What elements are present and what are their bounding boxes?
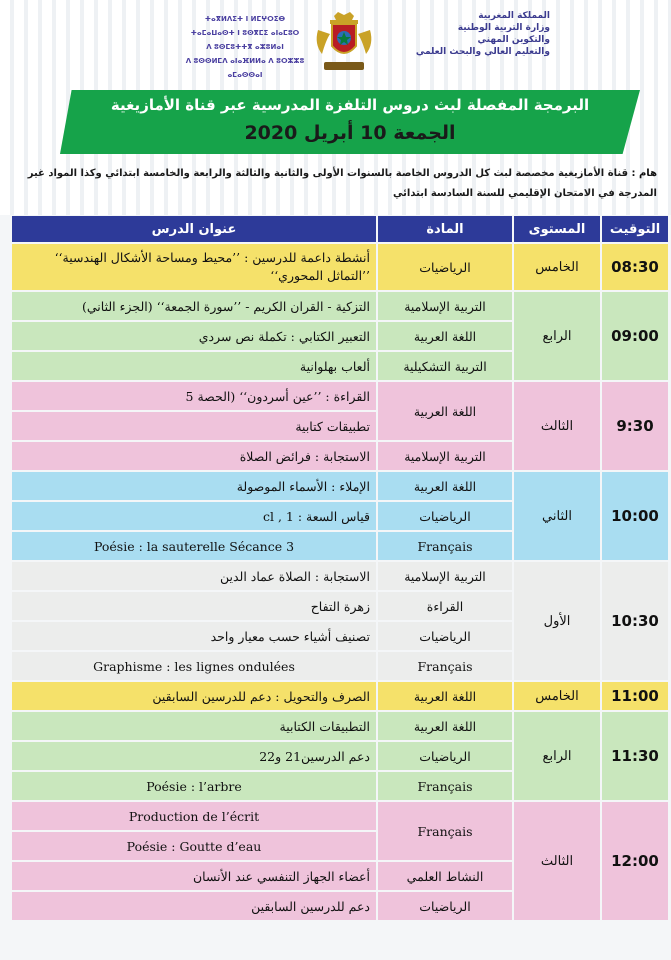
subject-cell: Français xyxy=(378,532,512,560)
subject-cell: الرياضيات xyxy=(378,502,512,530)
tifinagh-line: ⵜⴰⴳⵍⴷⵉⵜ ⵏ ⵍⵎⵖⵔⵉⴱ xyxy=(204,15,286,23)
level-cell: الخامس xyxy=(514,244,600,290)
tifinagh-line: ⴷ ⵓⵙⵙⵍⵎⴷ ⴰⵏⴰⴼⵍⵍⴰ ⴷ ⵓⵔⵣⵣⵓ ⴰⵎⴰⵙⵙⴰⵏ xyxy=(185,57,305,79)
lesson-cell: التزكية - القران الكريم - ’’سورة الجمعة‘‘ (الجزء الثاني) xyxy=(12,292,376,320)
time-cell: 9:30 xyxy=(602,382,668,470)
table-row xyxy=(12,472,668,500)
table-row xyxy=(12,292,668,320)
subject-cell: الرياضيات xyxy=(378,892,512,920)
level-cell: الثالث xyxy=(514,382,600,470)
lesson-cell: دعم للدرسين السابقين xyxy=(12,892,376,920)
subject-cell: القراءة xyxy=(378,592,512,620)
note-text: قناة الأمازيغية مخصصة لبث كل الدروس الخاصة بالسنوات الأولى والثانية والثالثة والرابعة والخامسة ابتدائي وكذا المواد غير المدرجة في الامتحان الإقليمي للسنة السادسة ابتدائي xyxy=(27,168,657,199)
subject-cell: التربية الإسلامية xyxy=(378,442,512,470)
table-header-row xyxy=(12,216,668,242)
lesson-cell: التعبير الكتابي : تكملة نص سردي xyxy=(12,322,376,350)
lesson-cell: تصنيف أشياء حسب معيار واحد xyxy=(12,622,376,650)
time-cell: 09:00 xyxy=(602,292,668,380)
subject-cell: الرياضيات xyxy=(378,244,512,290)
table-row xyxy=(12,562,668,590)
lesson-cell: أعضاء الجهاز التنفسي عند الأنسان xyxy=(12,862,376,890)
lesson-cell: Poésie : Goutte d’eau xyxy=(12,832,376,860)
lesson-cell: Poésie : la sauterelle Sécance 3 xyxy=(12,532,376,560)
time-cell: 11:30 xyxy=(602,712,668,800)
time-cell: 11:00 xyxy=(602,682,668,710)
lesson-cell: الاستجابة : الصلاة عماد الدين xyxy=(12,562,376,590)
lesson-cell: Graphisme : les lignes ondulées xyxy=(12,652,376,680)
subject-cell: اللغة العربية xyxy=(378,322,512,350)
arabic-line: والتعليم العالي والبحث العلمي xyxy=(415,47,550,57)
time-cell: 10:30 xyxy=(602,562,668,680)
subject-cell: الرياضيات xyxy=(378,742,512,770)
lesson-cell: أنشطة داعمة للدرسين : ’’محيط ومساحة الأشكال الهندسية‘‘ ’’التماثل المحوري‘‘ xyxy=(12,244,376,290)
lesson-cell: التطبيقات الكتابية xyxy=(12,712,376,740)
subject-cell: اللغة العربية xyxy=(378,382,512,440)
moroccan-coat-of-arms-emblem xyxy=(312,10,376,76)
ministry-header xyxy=(0,0,671,82)
arabic-line: والتكوين المهني xyxy=(477,35,550,45)
subject-cell: Français xyxy=(378,652,512,680)
level-cell: الرابع xyxy=(514,292,600,380)
lesson-cell: زهرة التفاح xyxy=(12,592,376,620)
tifinagh-line: ⴷ ⵓⵙⵎⵓⵜⵜⴳ ⴰⵣⵓⵍⴰⵏ xyxy=(206,43,284,51)
time-cell: 12:00 xyxy=(602,802,668,920)
arabic-line: وزارة التربية الوطنية xyxy=(457,23,550,33)
lesson-cell: Production de l’écrit xyxy=(12,802,376,830)
header-level: المستوى xyxy=(514,216,600,242)
subject-cell: النشاط العلمي xyxy=(378,862,512,890)
subject-cell: اللغة العربية xyxy=(378,682,512,710)
level-cell: الأول xyxy=(514,562,600,680)
time-cell: 08:30 xyxy=(602,244,668,290)
table-row xyxy=(12,802,668,830)
note-prefix: هام : xyxy=(631,168,657,179)
level-cell: الخامس xyxy=(514,682,600,710)
arabic-ministry-name xyxy=(390,10,550,58)
arabic-line: المملكة المغربية xyxy=(478,11,550,21)
schedule-table xyxy=(10,214,670,922)
lesson-cell: الاستجابة : فرائض الصلاة xyxy=(12,442,376,470)
lesson-cell: الصرف والتحويل : دعم للدرسين السابقين xyxy=(12,682,376,710)
subject-cell: التربية الإسلامية xyxy=(378,562,512,590)
lesson-cell: Poésie : l’arbre xyxy=(12,772,376,800)
subject-cell: Français xyxy=(378,802,512,860)
subject-cell: الرياضيات xyxy=(378,622,512,650)
tifinagh-line: ⵜⴰⵎⴰⵡⴰⵙⵜ ⵏ ⵓⵙⴳⵎⵉ ⴰⵏⴰⵎⵓⵔ xyxy=(190,29,300,37)
subject-cell: التربية الإسلامية xyxy=(378,292,512,320)
header-subject: المادة xyxy=(378,216,512,242)
level-cell: الرابع xyxy=(514,712,600,800)
lesson-cell: دعم الدرسين21 و22 xyxy=(12,742,376,770)
lesson-cell: تطبيقات كتابية xyxy=(12,412,376,440)
lesson-cell: ألعاب بهلوانية xyxy=(12,352,376,380)
time-cell: 10:00 xyxy=(602,472,668,560)
header-time: التوقيت xyxy=(602,216,668,242)
header-lesson: عنوان الدرس xyxy=(12,216,376,242)
table-row xyxy=(12,682,668,710)
table-row xyxy=(12,712,668,740)
table-row xyxy=(12,244,668,290)
tifinagh-ministry-name xyxy=(180,12,310,82)
subject-cell: Français xyxy=(378,772,512,800)
lesson-cell: القراءة : ’’عين أسردون‘‘ (الحصة 5 xyxy=(12,382,376,410)
banner-title: البرمجة المفصلة لبث دروس التلفزة المدرسية عبر قناة الأمازيغية xyxy=(110,96,590,114)
lesson-cell: الإملاء : الأسماء الموصولة xyxy=(12,472,376,500)
level-cell: الثالث xyxy=(514,802,600,920)
banner-date: الجمعة 10 أبريل 2020 xyxy=(244,122,456,144)
level-cell: الثاني xyxy=(514,472,600,560)
subject-cell: اللغة العربية xyxy=(378,712,512,740)
important-note xyxy=(12,164,657,204)
lesson-cell: قياس السعة : cl , 1 xyxy=(12,502,376,530)
subject-cell: التربية التشكيلية xyxy=(378,352,512,380)
table-row xyxy=(12,382,668,410)
subject-cell: اللغة العربية xyxy=(378,472,512,500)
